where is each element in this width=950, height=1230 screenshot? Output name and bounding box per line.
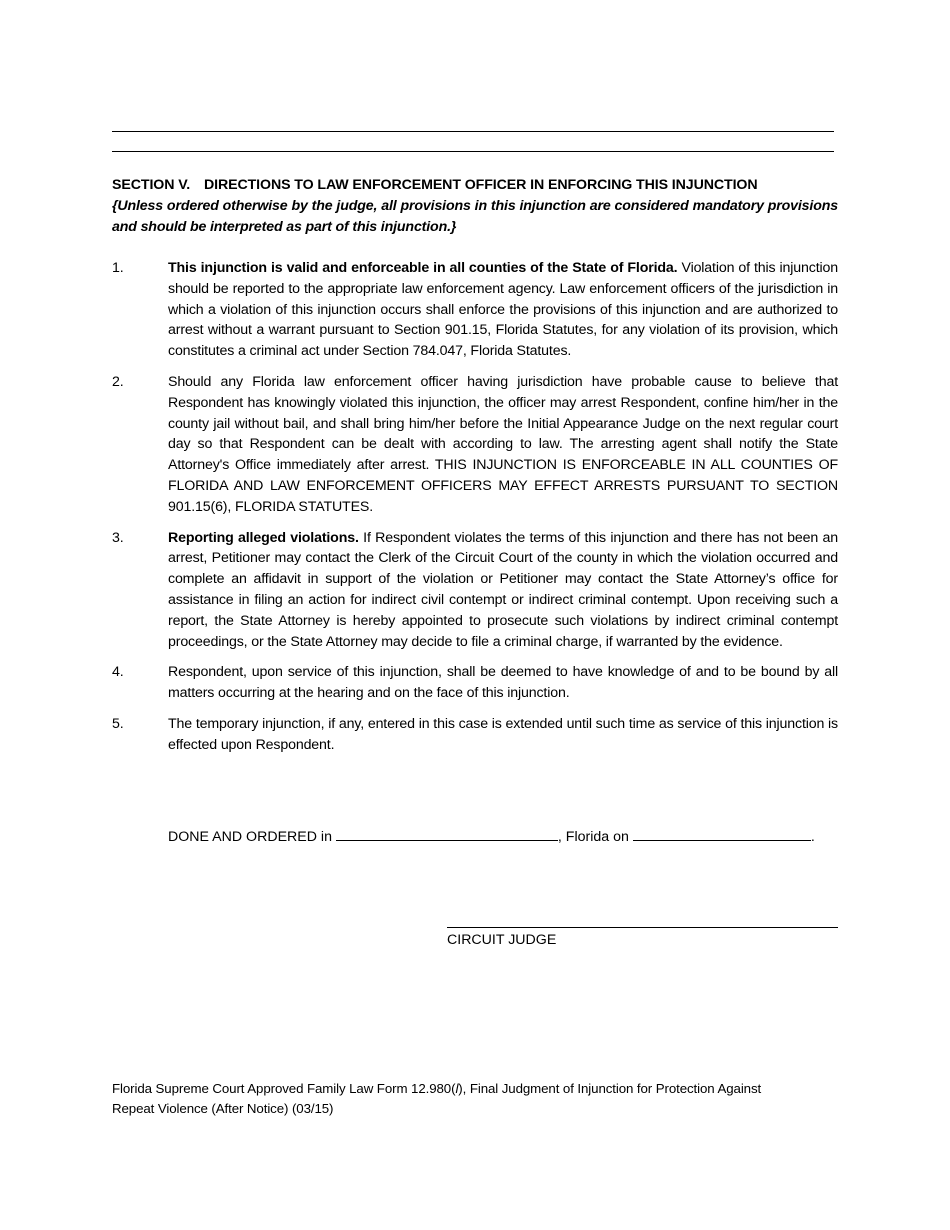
judge-signature-line[interactable]	[447, 927, 838, 928]
blank-fill-line-1[interactable]	[112, 131, 834, 132]
order-prefix: DONE AND ORDERED in	[168, 829, 336, 845]
form-footer	[112, 1079, 832, 1119]
order-suffix: .	[810, 829, 815, 845]
list-item	[112, 372, 838, 518]
section-title: DIRECTIONS TO LAW ENFORCEMENT OFFICER IN ENFORCING THIS INJUNCTION	[203, 177, 758, 193]
judge-signature-label: CIRCUIT JUDGE	[447, 932, 557, 948]
section-heading	[112, 175, 838, 195]
item-number: 1.	[112, 260, 124, 276]
section-note: {Unless ordered otherwise by the judge, all provisions in this injunction are considered mandatory provisions and should be interpreted as part of this injunction.}	[112, 198, 838, 235]
list-item	[112, 662, 838, 704]
item-text: The temporary injunction, if any, entered in this case is extended until such time as service of this injunction is effected upon Respondent.	[168, 715, 838, 753]
item-lead: This injunction is valid and enforceable in all counties of the State of Florida.	[168, 260, 678, 276]
done-and-ordered-line	[168, 826, 848, 847]
item-number: 2.	[112, 373, 124, 390]
item-number: 3.	[112, 529, 124, 546]
list-item	[112, 258, 838, 362]
item-text: Violation of this injunction should be reported to the appropriate law enforcement agency. Law enforcement officers of the jurisdiction in which a violation of this injunction occurs shall enforce the provisions of this injunction and are authorized to arrest without a warrant pursuant to Section 901.15, Florida Statutes, for any violation of its provision, which constitutes a criminal act under Section 784.047, Florida Statutes.	[168, 260, 839, 360]
footer-text: ), Final Judgment of Injunction for Protection Against	[458, 1081, 762, 1096]
item-text: Should any Florida law enforcement officer having jurisdiction have probable cause to believe that Respondent has knowingly violated this injunction, the officer may arrest Respondent, confine him/her in the county jail without bail, and shall bring him/her before the Initial Appearance Judge on the next regular court day so that Respondent can be dealt with according to law. The arresting agent shall notify the State Attorney's Office immediately after arrest. THIS INJUNCTION IS ENFORCEABLE IN ALL COUNTIES OF FLORIDA AND LAW ENFORCEMENT OFFICERS MAY EFFECT ARRESTS PURSUANT TO SECTION 901.15(6), FLORIDA STATUTES.	[168, 373, 838, 515]
county-blank-field[interactable]	[336, 826, 558, 841]
list-item	[112, 528, 838, 653]
item-number: 5.	[112, 715, 124, 732]
footer-text: Florida Supreme Court Approved Family Law Form 12.980(	[112, 1081, 456, 1096]
item-lead: Reporting alleged violations.	[168, 529, 359, 546]
item-text: Respondent, upon service of this injunction, shall be deemed to have knowledge of and to be bound by all matters occurring at the hearing and on the face of this injunction.	[168, 664, 838, 702]
list-item	[112, 714, 838, 756]
item-number: 4.	[112, 664, 124, 681]
order-middle: , Florida on	[557, 829, 633, 845]
section-number: SECTION V.	[112, 177, 191, 193]
blank-fill-line-2[interactable]	[112, 151, 834, 152]
date-blank-field[interactable]	[633, 826, 811, 841]
provisions-list	[112, 258, 838, 766]
footer-italic: l	[455, 1081, 459, 1096]
item-text: If Respondent violates the terms of this injunction and there has not been an arrest, Petitioner may contact the Clerk of the Circuit Court of the county in which the violation occurred and complete an affidavit in support of the violation or Petitioner may contact the State Attorney’s office for assistance in filing an action for indirect civil contempt or indirect criminal contempt. Upon receiving such a report, the State Attorney is hereby appointed to prosecute such violations by indirect criminal contempt proceedings, or the State Attorney may decide to file a criminal charge, if warranted by the evidence.	[168, 529, 839, 650]
footer-text: Repeat Violence (After Notice) (03/15)	[112, 1101, 334, 1116]
